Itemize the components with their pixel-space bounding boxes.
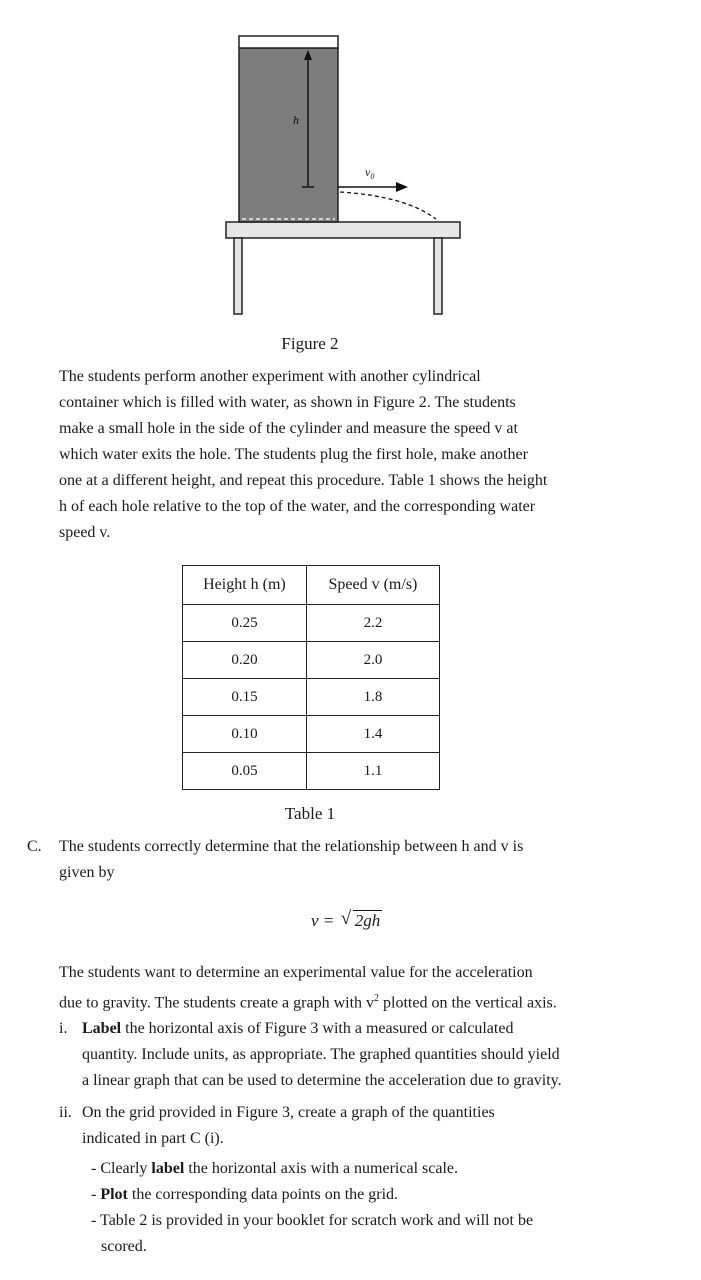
intro-line: h of each hole relative to the top of the water, and the corresponding water xyxy=(59,498,536,515)
bullet-table2-cont: scored. xyxy=(101,1238,147,1255)
part-c-line: The students correctly determine that the relationship between h and v is xyxy=(59,838,524,855)
bullet-table2: - Table 2 is provided in your booklet for scratch work and will not be xyxy=(91,1212,534,1229)
table-top xyxy=(226,222,460,238)
cell-speed: 1.4 xyxy=(306,716,439,753)
bullet-plot: - Plot the corresponding data points on the grid. xyxy=(91,1186,399,1203)
table-leg-left xyxy=(234,238,242,314)
table-header-row xyxy=(183,566,440,605)
table-1-caption: Table 1 xyxy=(284,804,336,823)
item-i xyxy=(82,1016,562,1094)
formula-lhs: v = xyxy=(311,911,335,930)
header-speed: Speed v (m/s) xyxy=(306,566,439,605)
part-c-line: due to gravity. The students create a graph with $v^2$ plotted on the vertical axis. xyxy=(59,993,557,1012)
part-c-line: given by xyxy=(59,864,115,881)
header-height: Height h (m) xyxy=(183,566,307,605)
table-row xyxy=(183,753,440,790)
item-i-line: a linear graph that can be used to determine the acceleration due to gravity. xyxy=(82,1072,562,1089)
intro-line: make a small hole in the side of the cylinder and measure the speed v at xyxy=(59,420,518,437)
part-c-letter: C. xyxy=(27,838,42,855)
h-label: h xyxy=(293,113,299,127)
part-c-intro xyxy=(59,834,523,886)
cell-speed: 1.1 xyxy=(306,753,439,790)
part-c-body xyxy=(59,960,557,1016)
intro-line: one at a different height, and repeat this procedure. Table 1 shows the height xyxy=(59,472,548,489)
bullet-list xyxy=(91,1156,533,1260)
cell-speed: 2.2 xyxy=(306,605,439,642)
table-leg-right xyxy=(434,238,442,314)
table-row xyxy=(183,716,440,753)
formula xyxy=(311,910,382,931)
intro-line: speed v. xyxy=(59,524,111,541)
cell-speed: 2.0 xyxy=(306,642,439,679)
figure-2-diagram xyxy=(0,0,701,330)
table-row xyxy=(183,679,440,716)
item-i-line: quantity. Include units, as appropriate. The graphed quantities should yield xyxy=(82,1046,560,1063)
intro-line: which water exits the hole. The students plug the first hole, make another xyxy=(59,446,528,463)
cell-height: 0.20 xyxy=(183,642,307,679)
table-row xyxy=(183,642,440,679)
cell-height: 0.15 xyxy=(183,679,307,716)
item-ii xyxy=(82,1100,495,1152)
cylinder-rim xyxy=(239,36,338,48)
figure-2-caption: Figure 2 xyxy=(281,334,339,353)
item-i-line: Label the horizontal axis of Figure 3 with a measured or calculated xyxy=(82,1020,514,1037)
intro-line: The students perform another experiment with another cylindrical xyxy=(59,368,481,385)
table-1 xyxy=(182,565,440,790)
cell-height: 0.10 xyxy=(183,716,307,753)
item-i-num: i. xyxy=(59,1020,68,1037)
bullet-label: - Clearly label the horizontal axis with a numerical scale. xyxy=(91,1160,458,1177)
cell-height: 0.25 xyxy=(183,605,307,642)
v0-label: $v_0$ xyxy=(365,165,375,181)
cell-speed: 1.8 xyxy=(306,679,439,716)
item-ii-line: On the grid provided in Figure 3, create a graph of the quantities xyxy=(82,1104,495,1121)
table-row xyxy=(183,605,440,642)
cylinder-water xyxy=(239,48,338,222)
intro-line: container which is filled with water, as shown in Figure 2. The students xyxy=(59,394,516,411)
item-ii-num: ii. xyxy=(59,1104,72,1121)
formula-radical: √ 2gh xyxy=(353,910,383,931)
item-ii-line: indicated in part C (i). xyxy=(82,1130,224,1147)
cell-height: 0.05 xyxy=(183,753,307,790)
part-c-line: The students want to determine an experimental value for the acceleration xyxy=(59,964,533,981)
intro-paragraph xyxy=(59,364,547,546)
water-trajectory xyxy=(340,192,436,219)
